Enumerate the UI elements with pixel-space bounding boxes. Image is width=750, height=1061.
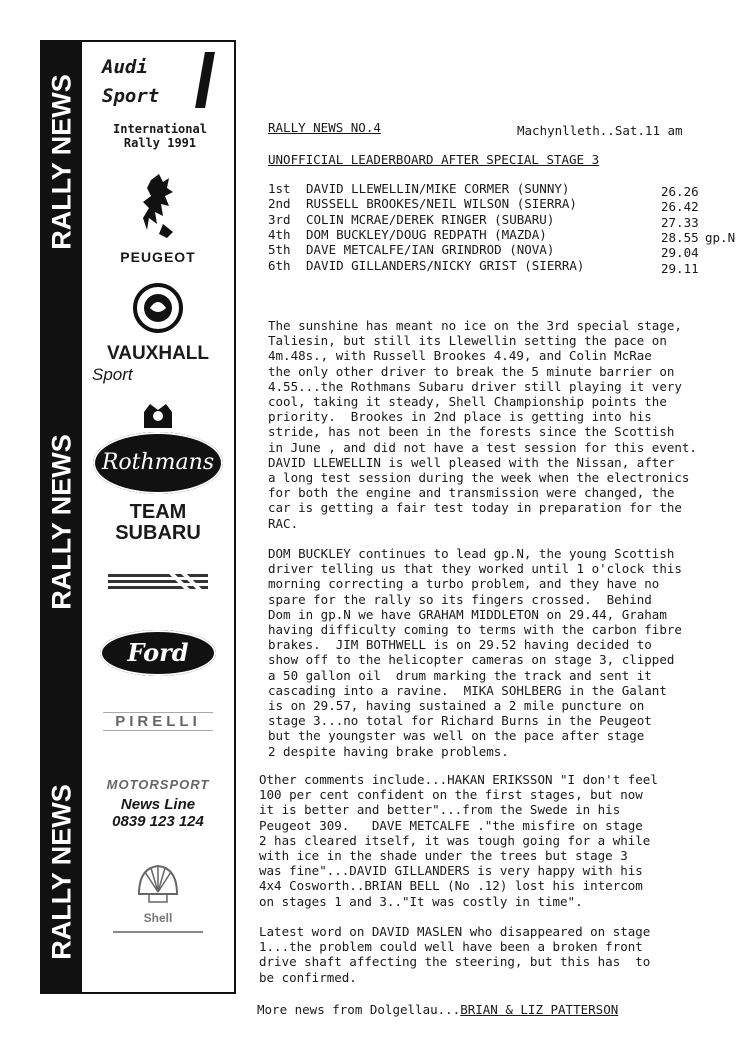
sponsor-sidebar <box>40 40 236 994</box>
motorsport-newsline <box>82 777 234 830</box>
leaderboard-crew: DAVE METCALFE/IAN GRINDROD (NOVA) <box>306 242 555 257</box>
rally-news-vertical-text: RALLY NEWS <box>46 784 77 960</box>
rothmans-logo <box>82 400 234 494</box>
report-paragraph: DOM BUCKLEY continues to lead gp.N, the young Scottish driver telling us that they worked until 1 o'clock this morning correcting a turbo problem, and they have no spare for the rally so its fingers crossed. Behind Dom in gp.N we have GRAHAM MIDDLETON on 29.44, Graham having difficulty coming to terms with the carbon fibre brakes. JIM BOTHWELL is on 29.52 having decided to show off to the helicopter cameras on stage 3, clipped a 50 gallon oil drum marking the track and sent it cascading into a ravine. MIKA SOHLBERG in the Galant is on 29.57, having sustained a 2 mile puncture on stage 3...no total for Richard Burns in the Peugeot but the youngster was well on the pace after stage 2 despite having brake problems. <box>268 546 682 759</box>
leaderboard-crew: COLIN MCRAE/DEREK RINGER (SUBARU) <box>306 212 555 227</box>
team-text: TEAM <box>129 501 187 523</box>
leaderboard-crew: RUSSELL BROOKES/NEIL WILSON (SIERRA) <box>306 196 577 211</box>
pirelli-text: PIRELLI <box>103 712 213 731</box>
audi-text: Audi <box>102 56 148 78</box>
footer-authors: BRIAN & LIZ PATTERSON <box>460 1002 619 1017</box>
leaderboard-crew: DOM BUCKLEY/DOUG REDPATH (MAZDA) <box>306 227 547 242</box>
leaderboard-pos: 4th <box>268 227 291 242</box>
leaderboard-time: 29.04 <box>661 245 699 260</box>
vauxhall-sport-text: Sport <box>92 365 133 384</box>
leaderboard-crew: DAVID GILLANDERS/NICKY GRIST (SIERRA) <box>306 258 585 273</box>
footer-credit <box>257 1002 618 1017</box>
audi-rally-subtitle <box>100 122 220 150</box>
audi-sub-line: International <box>113 122 207 136</box>
leaderboard-note: gp.N <box>705 230 736 245</box>
shell-text: Shell <box>143 911 173 925</box>
news-line-text: News Line <box>120 796 196 813</box>
vauxhall-sport-logo <box>82 282 234 385</box>
report-paragraph: Other comments include...HAKAN ERIKSSON "I don't feel 100 per cent confident on the first stages, but now it is better and better"...from the Swede in his Peugeot 309. DAVE METCALFE ."the misfire on stage 2 has cleared itself, it was tough going for a while with ice in the shade under the trees but stage 3 was fine"...DAVID GILLANDERS is very happy with his 4x4 Cosworth..BRIAN BELL (No .12) lost his intercom on stages 1 and 3.."It was costly in time". <box>259 772 658 909</box>
audi-slash-icon <box>195 52 215 108</box>
rothmans-crest-icon <box>138 400 178 430</box>
peugeot-text: PEUGEOT <box>120 249 196 265</box>
divider <box>113 931 203 933</box>
rally-news-vertical-text: RALLY NEWS <box>46 74 77 250</box>
shell-logo <box>82 862 234 933</box>
leaderboard-crew: DAVID LLEWELLIN/MIKE CORMER (SUNNY) <box>306 181 570 196</box>
report-paragraph: The sunshine has meant no ice on the 3rd special stage, Taliesin, but still its Llewellin setting the pace on 4m.48s., with Russell Brookes 4.49, and Colin McRae the only other driver to break the 5 minute barrier on 4.55...the Rothmans Subaru driver still playing it very cool, taking it steady, Shell Championship points the priority. Brookes in 2nd place is getting into his stride, has not been in the forests since the Scottish in June , and did not have a test session for this event. DAVID LLEWELLIN is well pleased with the Nissan, after a long test session during the week when the electronics for both the engine and transmission were changed, the car is getting a fair test today in preparation for the RAC. <box>268 318 697 531</box>
leaderboard-title: UNOFFICIAL LEADERBOARD AFTER SPECIAL STAGE 3 <box>268 152 600 167</box>
leaderboard-pos: 2nd <box>268 196 291 211</box>
leaderboard-time: 27.33 <box>661 215 699 230</box>
leaderboard-pos: 6th <box>268 258 291 273</box>
leaderboard-pos: 5th <box>268 242 291 257</box>
rothmans-text: Rothmans <box>93 432 223 494</box>
vauxhall-text: VAUXHALL <box>106 343 210 364</box>
team-subaru-logo <box>82 502 234 544</box>
rally-news-vertical-text: RALLY NEWS <box>46 434 77 610</box>
motorsport-text: MOTORSPORT <box>106 777 210 792</box>
report-paragraph: Latest word on DAVID MASLEN who disappeared on stage 1...the problem could well have been a broken front drive shaft affecting the steering, but this has to be confirmed. <box>259 924 651 985</box>
peugeot-logo <box>82 172 234 265</box>
bulletin-title: RALLY NEWS NO.4 <box>268 120 381 135</box>
bulletin-location: Machynlleth..Sat.11 am <box>517 123 683 138</box>
sport-text: Sport <box>102 85 160 107</box>
subaru-text: SUBARU <box>115 522 201 544</box>
sierra-logo <box>82 570 234 599</box>
pirelli-logo <box>82 712 234 731</box>
audi-sub-line: Rally 1991 <box>123 136 197 150</box>
ford-text: Ford <box>100 630 216 676</box>
leaderboard-pos: 1st <box>268 181 291 196</box>
ford-logo <box>82 630 234 676</box>
leaderboard-time: 28.55 <box>661 230 699 245</box>
shell-icon <box>135 862 181 906</box>
footer-lead: More news from Dolgellau... <box>257 1002 461 1017</box>
striped-badge-icon <box>98 570 218 594</box>
leaderboard-time: 29.11 <box>661 261 699 276</box>
news-line-phone: 0839 123 124 <box>112 813 204 830</box>
rally-news-strip <box>42 42 82 992</box>
leaderboard-pos: 3rd <box>268 212 291 227</box>
leaderboard-time: 26.42 <box>661 199 699 214</box>
vauxhall-griffin-icon <box>132 282 184 334</box>
peugeot-lion-icon <box>133 172 183 242</box>
leaderboard-time: 26.26 <box>661 184 699 199</box>
